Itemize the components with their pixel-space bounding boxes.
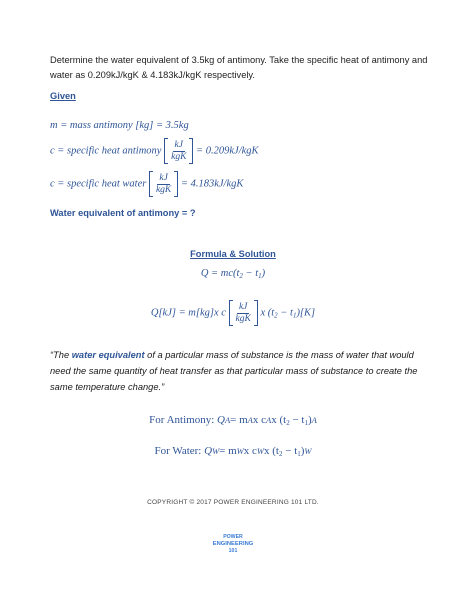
antimony-part: x c xyxy=(252,414,267,426)
antimony-part: = m xyxy=(230,414,248,426)
unit-numerator: kJ xyxy=(159,172,168,183)
unit-bracket xyxy=(229,300,258,326)
water-q: Q xyxy=(204,445,213,457)
logo-line-1: POWER xyxy=(223,534,243,540)
unit-fraction xyxy=(154,173,173,196)
water-sub: 2 xyxy=(278,450,283,458)
c2-label: c = specific heat water xyxy=(50,178,147,190)
antimony-sub: A xyxy=(224,415,231,425)
logo-line-3: 101 xyxy=(228,548,238,554)
water-part: − t xyxy=(282,445,298,457)
water-part: x c xyxy=(243,445,257,457)
eq1-sub: 1 xyxy=(258,272,262,280)
unit-numerator: kJ xyxy=(174,139,183,150)
given-mass: m = mass antimony [kg] = 3.5kg xyxy=(50,120,189,131)
water-part: x (t xyxy=(264,445,279,457)
antimony-label: For Antimony: xyxy=(149,414,217,426)
water-sub: W xyxy=(304,446,312,456)
formula-heading xyxy=(0,249,466,259)
eq2-part: )[K] xyxy=(296,307,316,319)
given-specific-heat-antimony xyxy=(50,138,259,164)
unit-fraction xyxy=(234,302,253,325)
c1-value: = 0.209kJ/kgK xyxy=(196,145,259,157)
eq1-sub: 2 xyxy=(239,272,243,280)
formula-equation-1 xyxy=(0,268,466,280)
given-heading: Given xyxy=(50,91,76,101)
eq2-part: x (t xyxy=(260,307,275,319)
bracket-left xyxy=(164,138,168,164)
water-sub: W xyxy=(256,446,264,456)
eq2-part: Q[kJ] = m[kg]x c xyxy=(150,307,226,319)
bracket-left xyxy=(149,171,153,197)
unit-denominator: kgK xyxy=(171,151,187,162)
eq1-part: ) xyxy=(261,268,266,279)
water-sub: W xyxy=(212,446,220,456)
formula-equation-2 xyxy=(0,300,466,326)
unit-denominator: kgK xyxy=(235,313,251,324)
antimony-part: x (t xyxy=(271,414,287,426)
antimony-part: ) xyxy=(307,414,312,426)
power-engineering-logo xyxy=(202,532,264,554)
problem-statement: Determine the water equivalent of 3.5kg of antimony. Take the specific heat of antimony and water as 0.209kJ/kgK & 4.183kJ/kgK respectively. xyxy=(50,55,428,80)
definition-quote xyxy=(50,347,422,395)
given-specific-heat-water xyxy=(50,171,243,197)
water-part: = m xyxy=(219,445,237,457)
unit-fraction xyxy=(169,140,188,163)
water-sub: W xyxy=(236,446,244,456)
unit-denominator: kgK xyxy=(155,184,172,195)
quote-open: “The xyxy=(50,350,72,360)
antimony-part: − t xyxy=(289,414,305,426)
bracket-right xyxy=(254,300,258,326)
water-equation xyxy=(0,445,466,458)
logo-line-2: ENGINEERING xyxy=(212,541,254,547)
eq1-part: Q = mc(t xyxy=(200,268,240,279)
unit-numerator: kJ xyxy=(238,301,248,312)
c2-value: = 4.183kJ/kgK xyxy=(180,178,244,190)
antimony-sub: A xyxy=(266,415,272,425)
unit-bracket xyxy=(149,171,178,197)
water-part: ) xyxy=(300,445,305,457)
water-label: For Water: xyxy=(154,445,205,457)
antimony-sub: 2 xyxy=(286,419,290,427)
antimony-sub: A xyxy=(311,415,317,425)
eq2-sub: 1 xyxy=(292,311,297,320)
formula-heading-text: Formula & Solution xyxy=(190,249,276,259)
c1-label: c = specific heat antimony xyxy=(50,145,162,157)
eq1-part: − t xyxy=(242,268,259,279)
bracket-right xyxy=(189,138,193,164)
question-text: Water equivalent of antimony = ? xyxy=(50,208,196,218)
antimony-equation xyxy=(0,414,466,427)
eq2-sub: 2 xyxy=(274,311,278,320)
quote-term: water equivalent xyxy=(71,350,145,360)
bracket-right xyxy=(174,171,178,197)
eq2-part: − t xyxy=(277,307,293,319)
antimony-sub: A xyxy=(247,415,253,425)
water-sub: 1 xyxy=(297,450,301,458)
copyright-notice: COPYRIGHT © 2017 POWER ENGINEERING 101 LTD. xyxy=(147,499,319,506)
quote-body: of a particular mass of substance is the mass of water that would need the same quantity of heat transfer as that particular mass of substance to create the same temperature change.” xyxy=(50,350,418,392)
bracket-left xyxy=(229,300,233,326)
antimony-q: Q xyxy=(217,414,225,426)
antimony-sub: 1 xyxy=(304,419,308,427)
unit-bracket xyxy=(164,138,193,164)
